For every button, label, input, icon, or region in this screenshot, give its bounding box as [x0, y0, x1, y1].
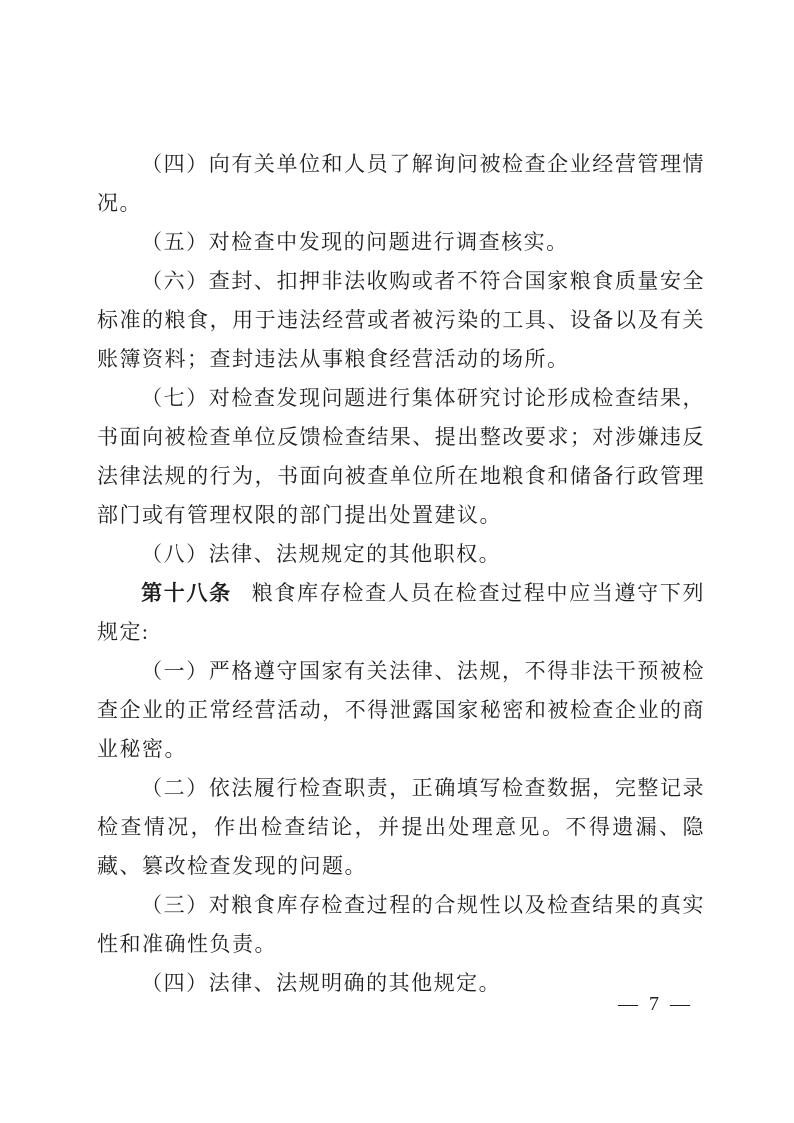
list-item-paragraph: （二）依法履行检查职责，正确填写检查数据，完整记录检查情况，作出检查结论，并提出处理意见。不得遗漏、隐藏、篡改检查发现的问题。 — [97, 776, 705, 878]
article-paragraph — [97, 574, 705, 652]
list-item-paragraph: （五）对检查中发现的问题进行调查核实。 — [141, 230, 569, 254]
list-item-paragraph: （三）对粮食库存检查过程的合规性以及检查结果的真实性和准确性负责。 — [97, 893, 705, 956]
article-text: 粮食库存检查人员在检查过程中应当遵守下列规定: — [97, 581, 706, 644]
list-item-paragraph: （六）查封、扣押非法收购或者不符合国家粮食质量安全标准的粮食，用于违法经营或者被污染的工具、设备以及有关账簿资料；查封违法从事粮食经营活动的场所。 — [97, 269, 705, 371]
document-body — [97, 145, 705, 1003]
article-number: 第十八条 — [141, 581, 232, 605]
list-item-paragraph: （四）向有关单位和人员了解询问被检查企业经营管理情况。 — [97, 152, 705, 215]
list-item-paragraph: （一）严格遵守国家有关法律、法规，不得非法干预被检查企业的正常经营活动，不得泄露国家秘密和被检查企业的商业秘密。 — [97, 659, 705, 761]
list-item-paragraph: （七）对检查发现问题进行集体研究讨论形成检查结果，书面向被检查单位反馈检查结果、提出整改要求；对涉嫌违反法律法规的行为，书面向被查单位所在地粮食和储备行政管理部门或有管理权限的部门提出处置建议。 — [97, 386, 705, 527]
page-number: — 7 — — [618, 993, 693, 1015]
list-item-paragraph: （四）法律、法规明确的其他规定。 — [141, 971, 502, 995]
list-item-paragraph: （八）法律、法规规定的其他职权。 — [141, 542, 502, 566]
